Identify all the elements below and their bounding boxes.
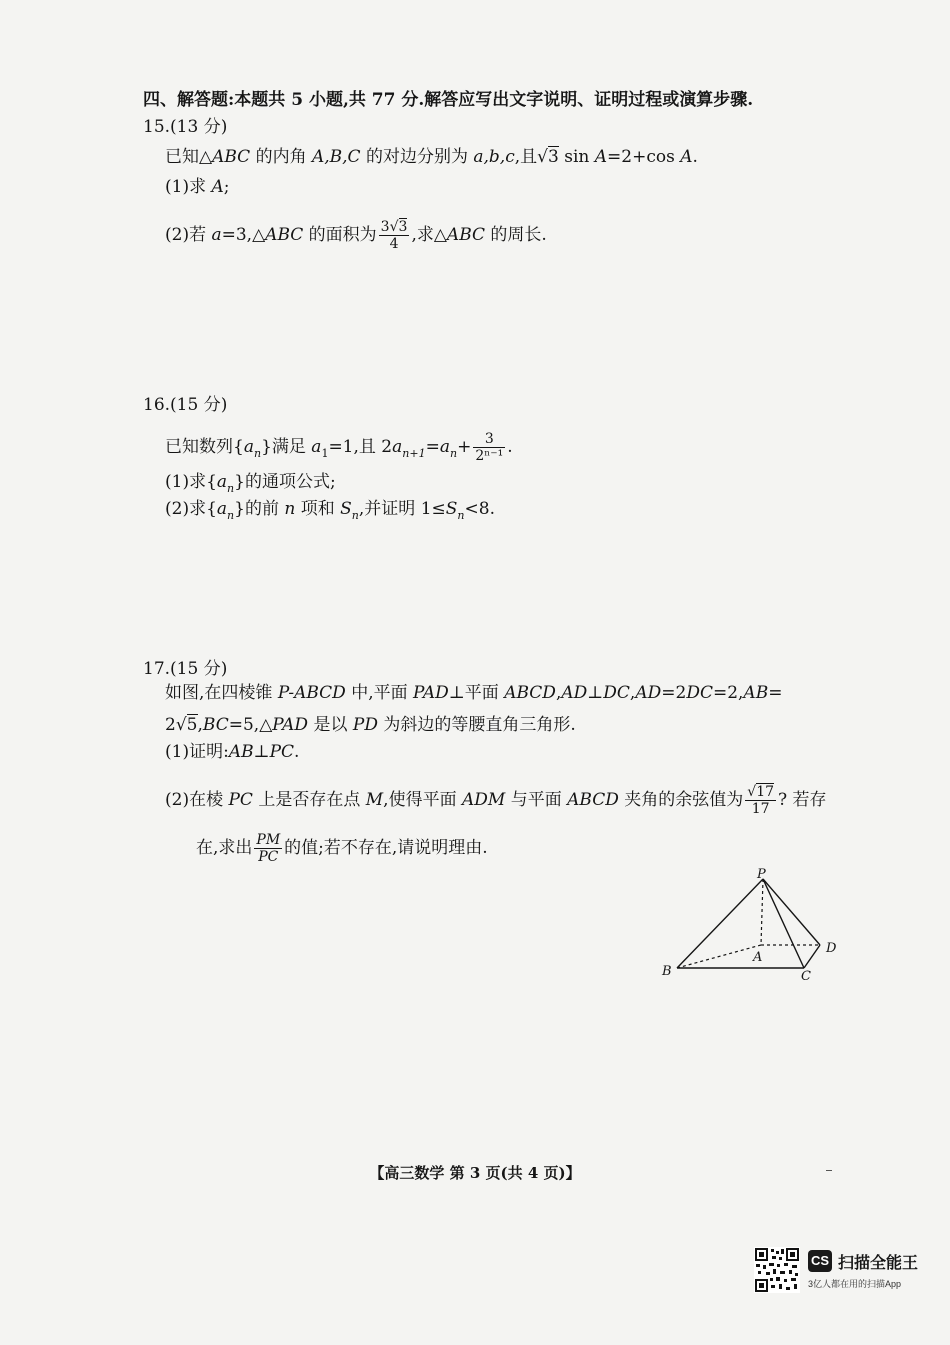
edge-cd bbox=[804, 945, 820, 968]
q15-part1: (1)求 A; bbox=[165, 177, 230, 197]
edge-ab bbox=[677, 945, 761, 968]
q17-part2: (2)在棱 PC 上是否存在点 M,使得平面 ADM 与平面 ABCD 夹角的余弦值为 $\frac{√17}{17}$ ? 若存 bbox=[165, 784, 827, 817]
label-b: B bbox=[662, 964, 672, 979]
edge-pa bbox=[761, 879, 763, 945]
edge-pd bbox=[763, 879, 820, 945]
label-a: A bbox=[753, 950, 763, 965]
q16-part2: (2)求$\{a_n\}$的前 n 项和 $S_n$,并证明 $1\le S_n<8$. bbox=[165, 499, 495, 522]
label-p: P bbox=[757, 867, 766, 882]
q17-part1: (1)证明:AB⊥PC. bbox=[165, 742, 300, 762]
q17-cosine-fraction: $\frac{√17}{17}$ bbox=[747, 784, 775, 817]
q16-number: 16.(15 分) bbox=[143, 395, 228, 415]
qr-code-icon bbox=[754, 1247, 800, 1293]
q16-part1: (1)求$\{a_n\}$的通项公式; bbox=[165, 472, 336, 495]
pyramid-diagram bbox=[650, 865, 850, 985]
edge-pc bbox=[763, 879, 804, 968]
q17-number: 17.(15 分) bbox=[143, 659, 228, 679]
scanner-brand-name: 扫描全能王 bbox=[838, 1255, 919, 1272]
page-footer: 【高三数学 第 3 页(共 4 页)】 bbox=[369, 1164, 581, 1182]
q16-stem: 已知数列$\{a_n\}$满足 $a_1=1$,且 $2a_{n+1}=a_n+$ $\frac{3}{\text{2ⁿ⁻¹}}$ . bbox=[165, 431, 513, 464]
q15-part2: (2)若 a=3,△ABC 的面积为 $\frac{3√3}{4}$ ,求△ABC 的周长. bbox=[165, 219, 547, 252]
q15-number: 15.(13 分) bbox=[143, 117, 228, 137]
q17-line2: 2√5,BC=5,△PAD 是以 PD 为斜边的等腰直角三角形. bbox=[165, 715, 576, 735]
q16-fraction: $\frac{3}{\text{2ⁿ⁻¹}}$ bbox=[475, 431, 504, 464]
q17-line1: 如图,在四棱锥 P-ABCD 中,平面 PAD⊥平面 ABCD,AD⊥DC,AD=2DC=2,AB= bbox=[165, 683, 783, 703]
edge-pb bbox=[677, 879, 763, 968]
camscanner-logo: CS bbox=[808, 1250, 832, 1272]
scanner-tagline: 3亿人都在用的扫描App bbox=[808, 1279, 902, 1289]
q15-area-fraction: $\frac{3√3}{4}$ bbox=[380, 219, 408, 252]
label-d: D bbox=[826, 941, 837, 956]
q17-ratio-fraction: $\frac{PM}{PC}$ bbox=[256, 832, 281, 865]
section-heading: 四、解答题:本题共 5 小题,共 77 分.解答应写出文字说明、证明过程或演算步骤. bbox=[143, 90, 754, 110]
q17-part3: 在,求出 $\frac{PM}{PC}$ 的值;若不存在,请说明理由. bbox=[196, 832, 488, 865]
corner-mark bbox=[826, 1170, 832, 1171]
label-c: C bbox=[801, 969, 811, 984]
q15-stem: 已知△ABC 的内角 A,B,C 的对边分别为 a,b,c,且√3 sin A=2+cos A. bbox=[165, 147, 698, 167]
